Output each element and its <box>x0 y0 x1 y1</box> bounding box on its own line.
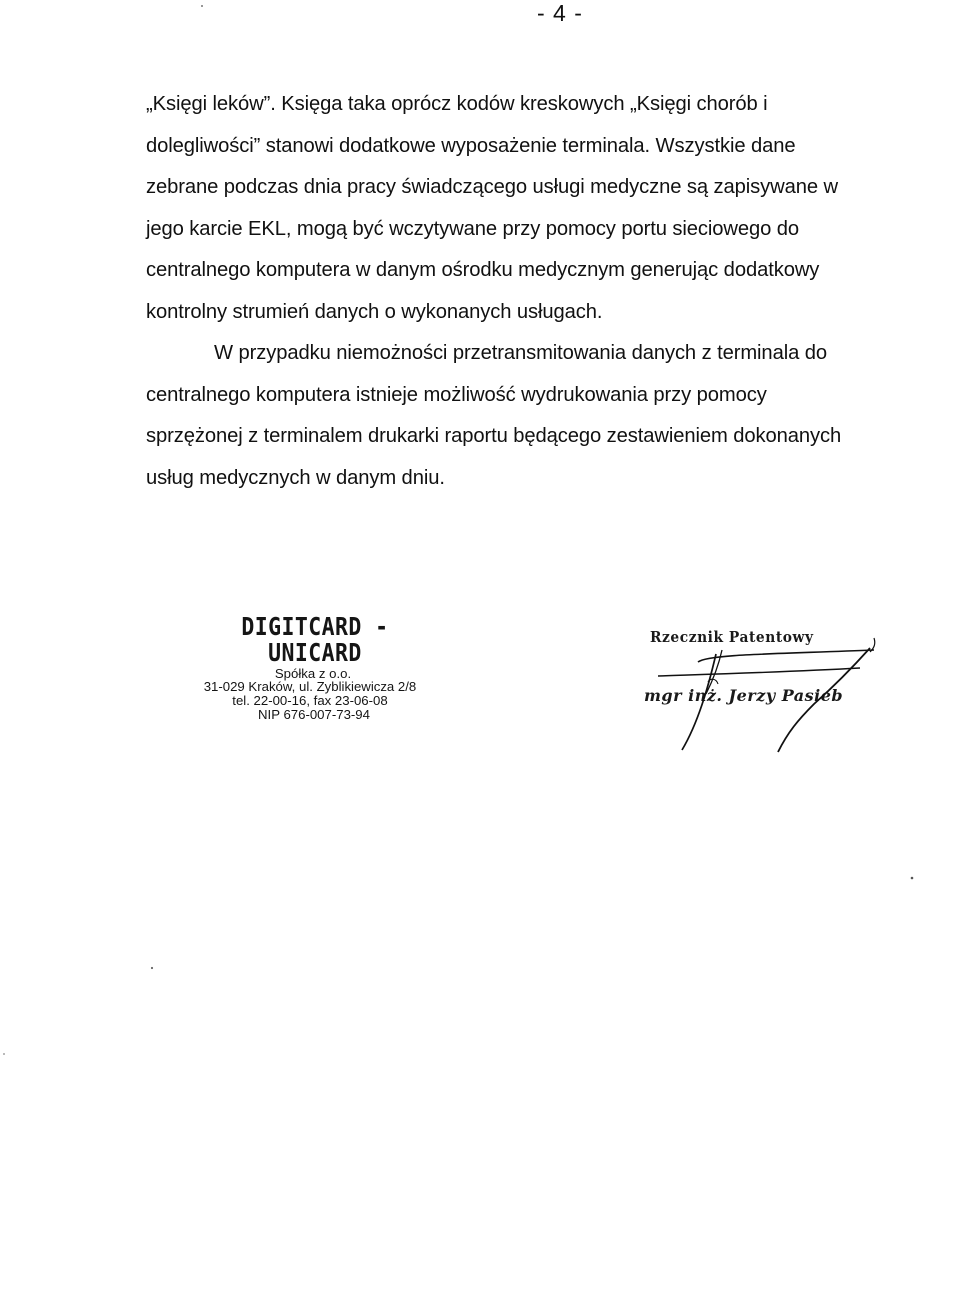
signature-block <box>638 628 898 768</box>
stamp-address: 31-029 Kraków, ul. Zyblikiewicza 2/8 <box>203 679 417 695</box>
handwritten-signature-icon <box>638 628 898 768</box>
text-line: kontrolny strumień danych o wykonanych usługach. <box>146 300 603 323</box>
signature-title: Rzecznik Patentowy <box>650 628 814 646</box>
text-line: dolegliwości” stanowi dodatkowe wyposażenie terminala. Wszystkie dane <box>146 134 796 157</box>
text-line: „Księgi leków”. Księga taka oprócz kodów kreskowych „Księgi chorób i <box>146 93 768 115</box>
signature-name: mgr inż. Jerzy Pasieb <box>644 686 844 705</box>
text-line: sprzężonej z terminalem drukarki raportu będącego zestawieniem dokonanych <box>146 425 842 447</box>
body-text <box>146 84 958 499</box>
text-line: centralnego komputera w danym ośrodku medycznym generując dodatkowy <box>146 259 820 281</box>
text-line: zebrane podczas dnia pracy świadczącego usługi medyczne są zapisywane w <box>146 176 838 198</box>
paragraph-start-line: W przypadku niemożności przetransmitowania danych z terminala do <box>214 342 827 364</box>
text-line: usług medycznych w danym dniu. <box>146 466 445 489</box>
stamp-tax-id: NIP 676-007-73-94 <box>258 707 370 723</box>
company-stamp <box>180 614 440 722</box>
stamp-company-type: Spółka z o.o. <box>274 665 352 681</box>
text-line: centralnego komputera istnieje możliwość wydrukowania przy pomocy <box>146 383 767 406</box>
stamp-company-name: DIGITCARD - UNICARD <box>241 612 389 668</box>
text-line: jego karcie EKL, mogą być wczytywane przy pomocy portu sieciowego do <box>146 217 799 240</box>
page-number: - 4 - <box>537 0 583 26</box>
stamp-phone: tel. 22-00-16, fax 23-06-08 <box>232 693 388 709</box>
